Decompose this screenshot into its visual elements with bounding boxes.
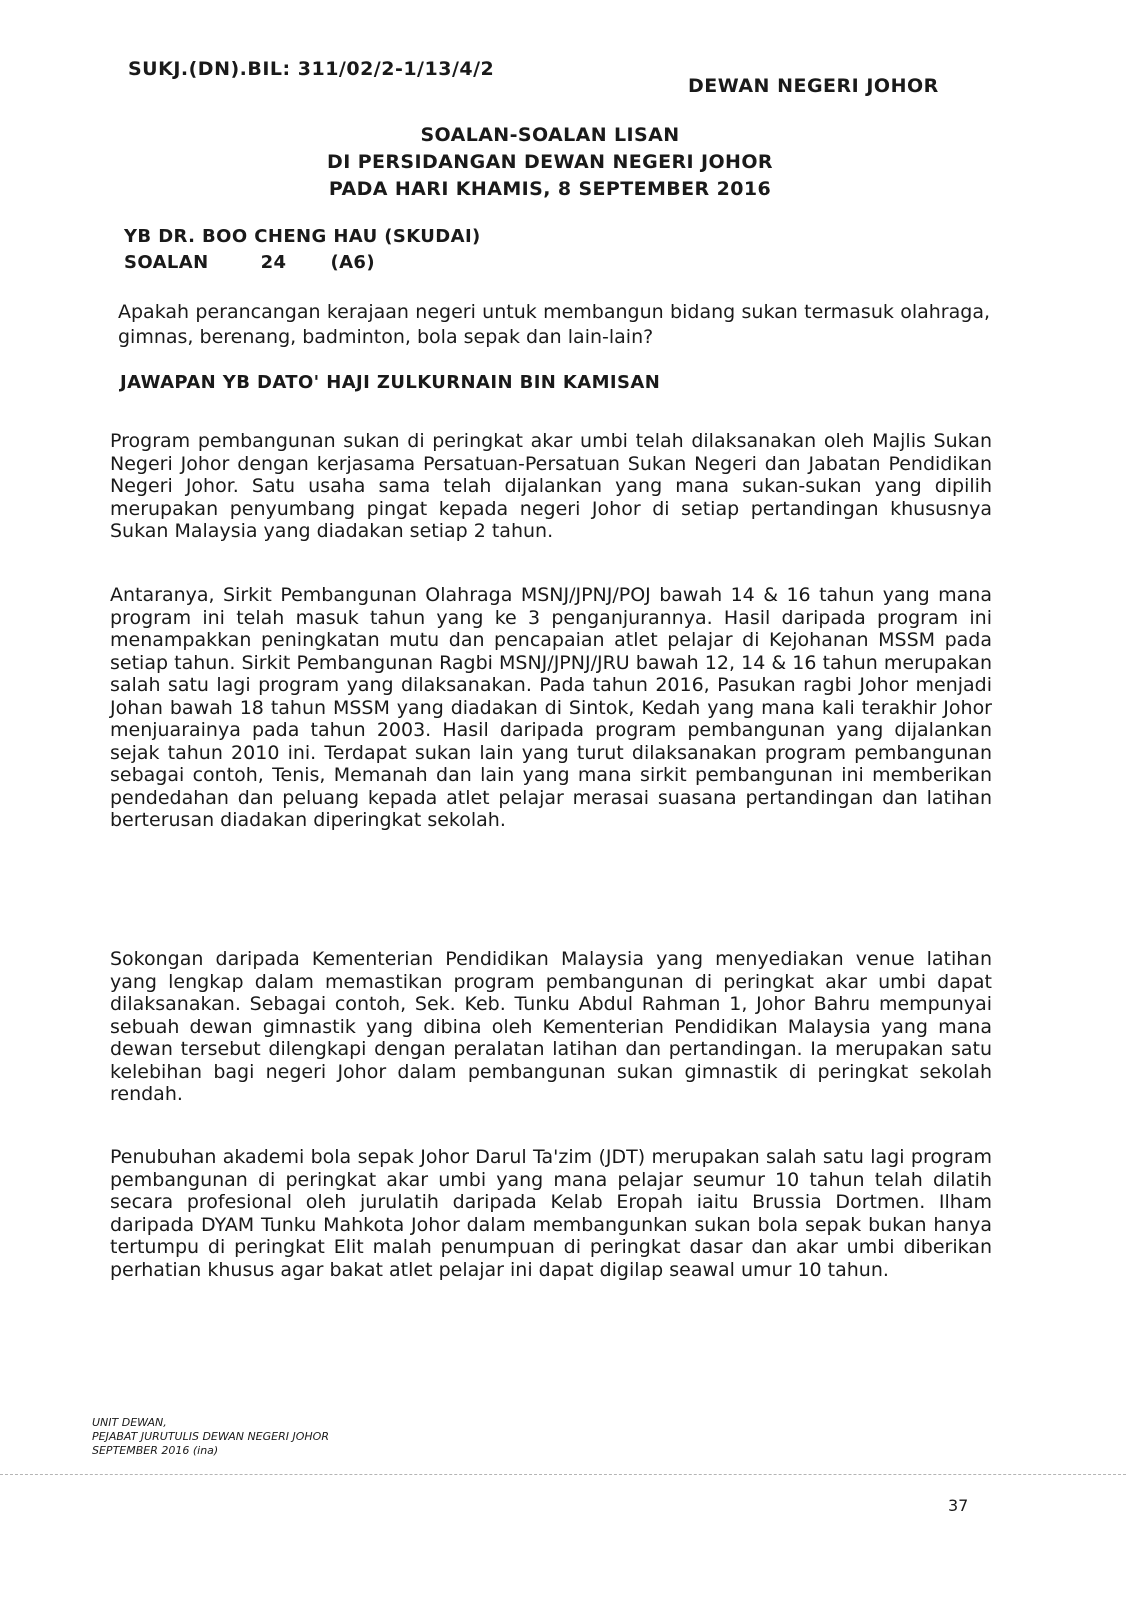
answer-paragraph-2: Antaranya, Sirkit Pembangunan Olahraga MSNJ/JPNJ/POJ bawah 14 & 16 tahun yang mana program ini telah masuk tahun yang ke 3 penganjurannya. Hasil daripada program ini menampakkan peningkatan mutu dan pencapaian atlet pelajar di Kejohanan MSSM pada setiap tahun. Sirkit Pembangunan Ragbi MSNJ/JPNJ/JRU bawah 12, 14 & 16 tahun merupakan salah satu lagi program yang dilaksanakan. Pada tahun 2016, Pasukan ragbi Johor menjadi Johan bawah 18 tahun MSSM yang diadakan di Sintok, Kedah yang mana kali terakhir Johor menjuarainya pada tahun 2003. Hasil daripada program pembangunan yang dijalankan sejak tahun 2010 ini. Terdapat sukan lain yang turut dilaksanakan program pembangunan sebagai contoh, Tenis, Memanah dan lain yang mana sirkit pembangunan ini memberikan pendedahan dan peluang kepada atlet pelajar merasai suasana pertandingan dan latihan berterusan diadakan diperingkat sekolah.	[110, 584, 992, 831]
footer-unit: UNIT DEWAN,	[92, 1416, 167, 1429]
question-code: (A6)	[330, 252, 375, 273]
asker-block	[124, 224, 481, 276]
question-number: 24	[260, 252, 287, 273]
title-line-3: PADA HARI KHAMIS, 8 SEPTEMBER 2016	[328, 178, 772, 200]
footer-office: PEJABAT JURUTULIS DEWAN NEGERI JOHOR	[92, 1430, 329, 1443]
answer-paragraph-4: Penubuhan akademi bola sepak Johor Darul Ta'zim (JDT) merupakan salah satu lagi program pembangunan di peringkat akar umbi yang mana pelajar seumur 10 tahun telah dilatih secara profesional oleh jurulatih daripada Kelab Eropah iaitu Brussia Dortmen. Ilham daripada DYAM Tunku Mahkota Johor dalam membangunkan sukan bola sepak bukan hanya tertumpu di peringkat Elit malah penumpuan di peringkat dasar dan akar umbi diberikan perhatian khusus agar bakat atlet pelajar ini dapat digilap seawal umur 10 tahun.	[110, 1146, 992, 1281]
answer-paragraph-1: Program pembangunan sukan di peringkat akar umbi telah dilaksanakan oleh Majlis Sukan Negeri Johor dengan kerjasama Persatuan-Persatuan Sukan Negeri dan Jabatan Pendidikan Negeri Johor. Satu usaha sama telah dijalankan yang mana sukan-sukan yang dipilih merupakan penyumbang pingat kepada negeri Johor di setiap pertandingan khususnya Sukan Malaysia yang diadakan setiap 2 tahun.	[110, 430, 992, 542]
title-line-2: DI PERSIDANGAN DEWAN NEGERI JOHOR	[327, 151, 773, 173]
question-row	[124, 250, 481, 276]
question-text: Apakah perancangan kerajaan negeri untuk membangun bidang sukan termasuk olahraga, gimnas, berenang, badminton, bola sepak dan lain-lain?	[118, 301, 990, 348]
footer-divider	[0, 1474, 1126, 1475]
answer-paragraph-3: Sokongan daripada Kementerian Pendidikan Malaysia yang menyediakan venue latihan yang lengkap dalam memastikan program pembangunan di peringkat akar umbi dapat dilaksanakan. Sebagai contoh, Sek. Keb. Tunku Abdul Rahman 1, Johor Bahru mempunyai sebuah dewan gimnastik yang dibina oleh Kementerian Pendidikan Malaysia yang mana dewan tersebut dilengkapi dengan peralatan latihan dan pertandingan. Ia merupakan satu kelebihan bagi negeri Johor dalam pembangunan sukan gimnastik di peringkat sekolah rendah.	[110, 948, 992, 1105]
reference-number: SUKJ.(DN).BIL: 311/02/2-1/13/4/2	[128, 58, 495, 80]
title-line-1: SOALAN-SOALAN LISAN	[420, 124, 680, 146]
document-title	[300, 122, 800, 203]
organization-name: DEWAN NEGERI JOHOR	[688, 75, 939, 97]
question-label: SOALAN	[124, 252, 209, 273]
footer-unit-block	[92, 1416, 329, 1458]
answer-heading: JAWAPAN YB DATO' HAJI ZULKURNAIN BIN KAMISAN	[120, 372, 661, 393]
page-number: 37	[948, 1496, 969, 1515]
footer-date: SEPTEMBER 2016 (ina)	[92, 1444, 219, 1457]
asker-name: YB DR. BOO CHENG HAU (SKUDAI)	[124, 226, 481, 247]
